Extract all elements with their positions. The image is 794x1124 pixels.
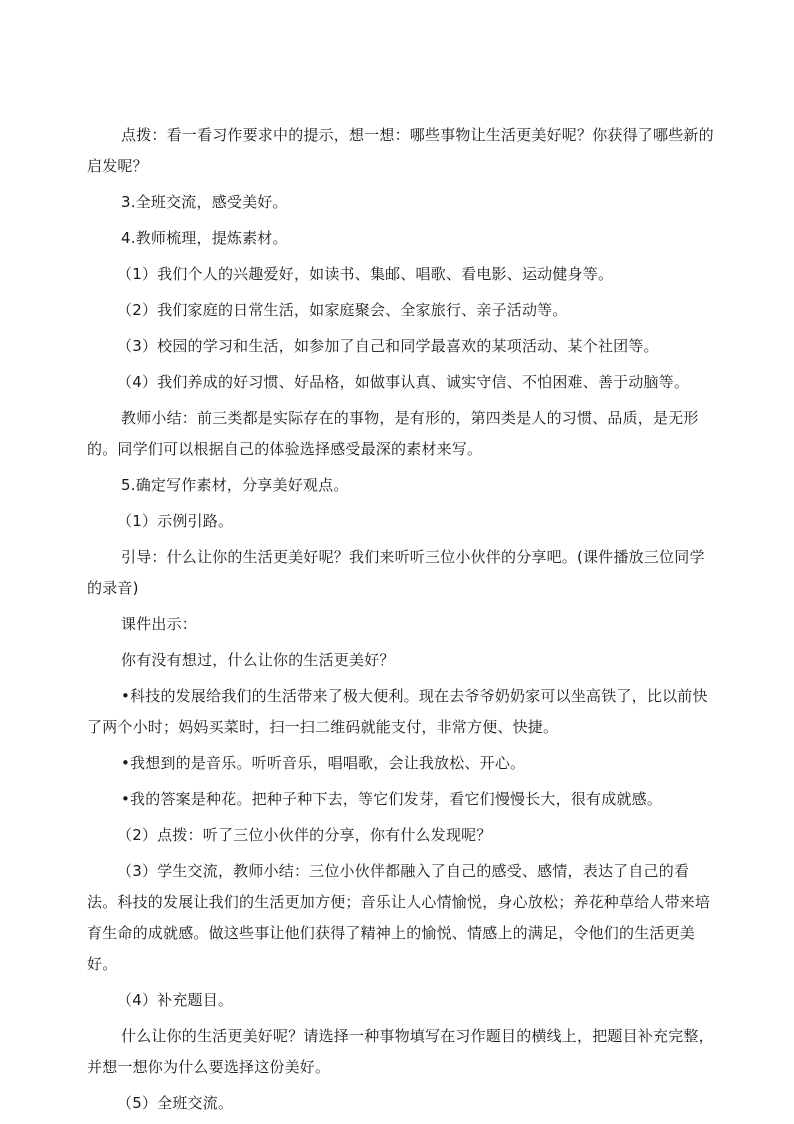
list-item-1: （1）我们个人的兴趣爱好，如读书、集邮、唱歌、看电影、运动健身等。 xyxy=(117,265,614,283)
list-item-3: （3）校园的学习和生活，如参加了自己和同学最喜欢的某项活动、某个社团等。 xyxy=(117,337,659,355)
document-body xyxy=(87,120,717,1124)
sub-item-5: （5）全班交流。 xyxy=(117,1094,234,1112)
sub-item-3: （3）学生交流，教师小结：三位小伙伴都融入了自己的感受、感情，表达了自己的看法。科技的发展让我们的生活更加方便；音乐让人心情愉悦，身心放松；养花种草给人带来培育生命的成就感。做这些事让他们获得了精神上的愉悦、情感上的满足，令他们的生活更美好。 xyxy=(87,862,711,973)
sub-item-2: （2）点拨：听了三位小伙伴的分享，你有什么发现呢？ xyxy=(117,826,492,844)
bullet-item-flowers: •我的答案是种花。把种子种下去，等它们发芽，看它们慢慢长大，很有成就感。 xyxy=(121,790,663,808)
paragraph-title-task: 什么让你的生活更美好呢？请选择一种事物填写在习作题目的横线上，把题目补充完整，并想一想你为什么要选择这份美好。 xyxy=(87,1027,714,1076)
paragraph-step-4: 4.教师梳理，提炼素材。 xyxy=(121,229,288,247)
list-item-2: （2）我们家庭的日常生活，如家庭聚会、全家旅行、亲子活动等。 xyxy=(117,301,568,319)
paragraph-step-3: 3.全班交流，感受美好。 xyxy=(121,193,288,211)
paragraph-slide-label: 课件出示： xyxy=(121,615,198,633)
paragraph-step-5: 5.确定写作素材，分享美好观点。 xyxy=(121,476,349,494)
paragraph-guide: 引导：什么让你的生活更美好呢？我们来听听三位小伙伴的分享吧。(课件播放三位同学的录音) xyxy=(87,548,705,597)
sub-item-4: （4）补充题目。 xyxy=(117,991,234,1009)
list-item-4: （4）我们养成的好习惯、好品格，如做事认真、诚实守信、不怕困难、善于动脑等。 xyxy=(117,373,690,391)
paragraph-teacher-summary: 教师小结：前三类都是实际存在的事物，是有形的，第四类是人的习惯、品质，是无形的。同学们可以根据自己的体验选择感受最深的素材来写。 xyxy=(87,409,699,458)
bullet-item-technology: •科技的发展给我们的生活带来了极大便利。现在去爷爷奶奶家可以坐高铁了，比以前快了两个小时；妈妈买菜时，扫一扫二维码就能支付，非常方便、快捷。 xyxy=(87,687,708,736)
paragraph-hint: 点拨：看一看习作要求中的提示，想一想：哪些事物让生活更美好呢？你获得了哪些新的启发呢？ xyxy=(87,126,714,175)
sub-item-1: （1）示例引路。 xyxy=(117,512,234,530)
paragraph-question: 你有没有想过，什么让你的生活更美好？ xyxy=(121,651,395,669)
bullet-item-music: •我想到的是音乐。听听音乐，唱唱歌，会让我放松、开心。 xyxy=(121,754,526,772)
